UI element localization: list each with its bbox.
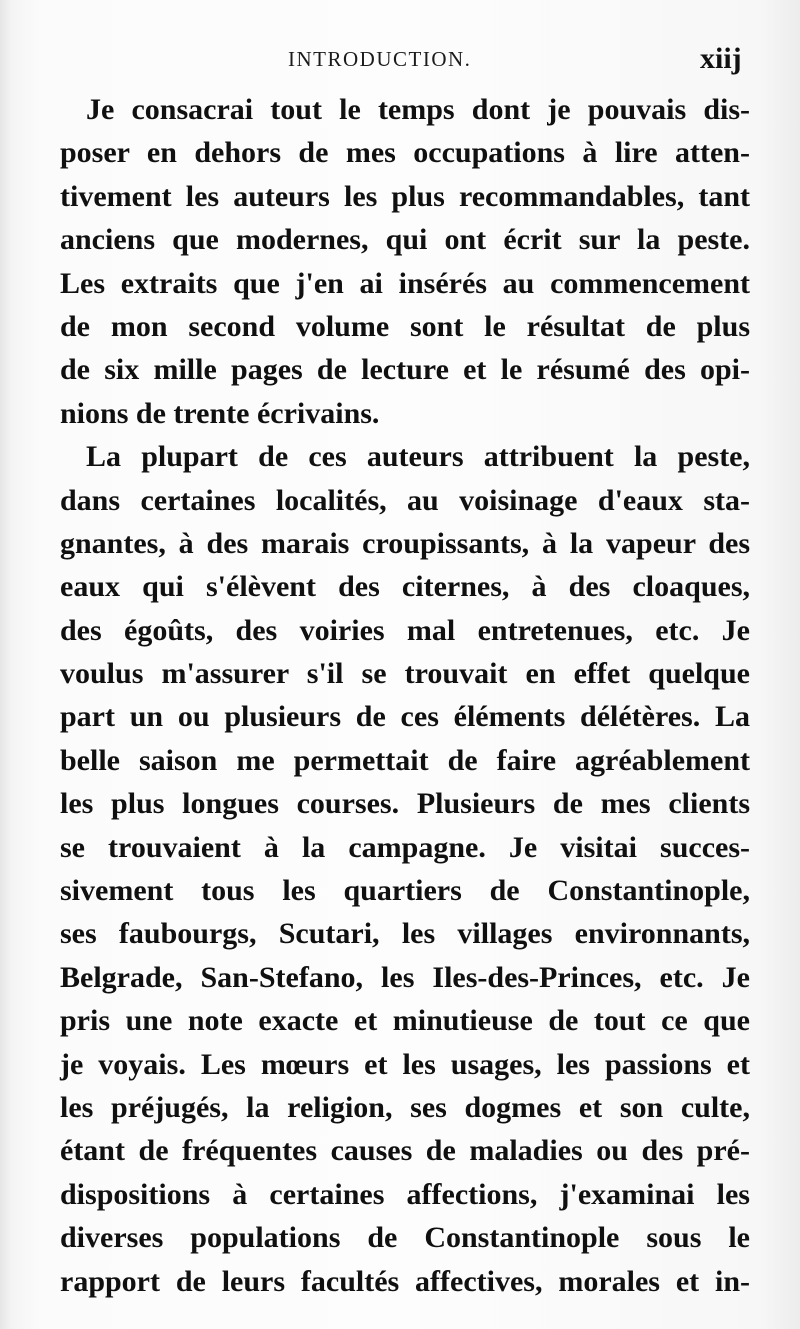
text-line: tivement les auteurs les plus recommandables, tant: [60, 179, 750, 213]
text-line: eaux qui s'élèvent des citernes, à des cloaques,: [60, 570, 750, 604]
running-title: INTRODUCTION.: [288, 47, 472, 71]
text-line: gnantes, à des marais croupissants, à la vapeur des: [60, 526, 750, 560]
text-line: nions de trente écrivains.: [60, 396, 380, 430]
text-line: dans certaines localités, au voisinage d'eaux sta-: [60, 483, 750, 517]
text-line: les préjugés, la religion, ses dogmes et son culte,: [60, 1090, 750, 1124]
running-head: [0, 44, 800, 84]
text-line: de mon second volume sont le résultat de plus: [60, 309, 750, 343]
text-line: les plus longues courses. Plusieurs de mes clients: [60, 787, 750, 821]
text-line: La plupart de ces auteurs attribuent la peste,: [86, 440, 750, 474]
text-line: Belgrade, San-Stefano, les Iles-des-Princes, etc. Je: [60, 960, 750, 994]
text-line: étant de fréquentes causes de maladies ou des pré-: [60, 1134, 750, 1168]
text-line: pris une note exacte et minutieuse de tout ce que: [60, 1004, 750, 1038]
text-line: rapport de leurs facultés affectives, morales et in-: [60, 1264, 750, 1298]
page-number: xiij: [700, 42, 742, 75]
text-line: Je consacrai tout le temps dont je pouvais dis-: [86, 93, 750, 126]
text-line: Les extraits que j'en ai insérés au commencement: [60, 266, 750, 300]
text-line: sivement tous les quartiers de Constantinople,: [60, 874, 750, 908]
text-line: voulus m'assurer s'il se trouvait en effet quelque: [60, 657, 750, 691]
text-line: anciens que modernes, qui ont écrit sur la peste.: [60, 223, 750, 257]
text-line: poser en dehors de mes occupations à lire atten-: [60, 136, 750, 170]
text-line: de six mille pages de lecture et le résumé des opi-: [60, 353, 750, 387]
text-line: ses faubourgs, Scutari, les villages environnants,: [60, 917, 750, 951]
text-line: diverses populations de Constantinople sous le: [60, 1221, 750, 1255]
body-text: [60, 88, 750, 1303]
text-line: je voyais. Les mœurs et les usages, les passions et: [60, 1047, 750, 1081]
text-line: belle saison me permettait de faire agréablement: [60, 743, 750, 777]
text-line: part un ou plusieurs de ces éléments délétères. La: [60, 700, 750, 734]
text-line: dispositions à certaines affections, j'examinai les: [60, 1177, 750, 1211]
text-line: se trouvaient à la campagne. Je visitai succes-: [60, 830, 750, 864]
text-line: des égoûts, des voiries mal entretenues, etc. Je: [60, 613, 750, 647]
